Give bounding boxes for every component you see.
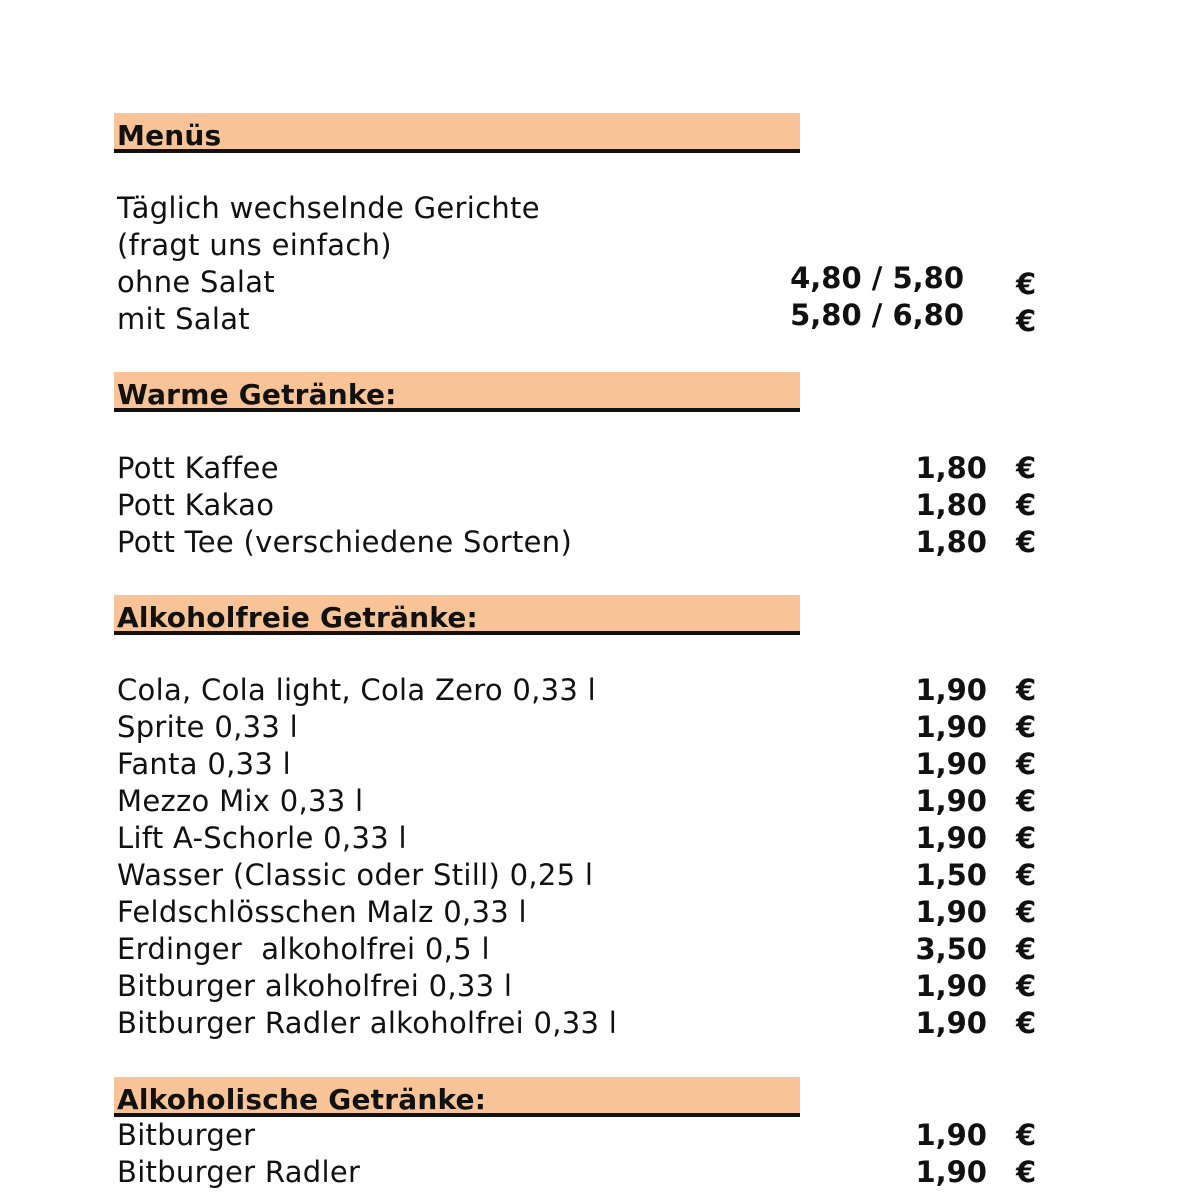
- menu-item-name: mit Salat: [117, 302, 250, 336]
- section-title: Menüs: [117, 119, 222, 152]
- menu-item-price: 1,90: [915, 1118, 987, 1152]
- euro-sign: €: [1016, 784, 1037, 818]
- menu-item-name: Feldschlösschen Malz 0,33 l: [117, 895, 527, 929]
- euro-sign: €: [1016, 858, 1037, 892]
- menu-item-price: 1,90: [915, 747, 987, 781]
- euro-sign: €: [1016, 821, 1037, 855]
- euro-sign: €: [1016, 1155, 1037, 1189]
- menu-item-name: Bitburger: [117, 1118, 256, 1152]
- menu-item-name: Bitburger Radler: [117, 1155, 361, 1189]
- menu-item-name: Wasser (Classic oder Still) 0,25 l: [117, 858, 594, 892]
- menu-item-price: 1,90: [915, 895, 987, 929]
- menu-item-name: Erdinger alkoholfrei 0,5 l: [117, 932, 490, 966]
- menu-intro-line: (fragt uns einfach): [117, 228, 392, 262]
- menu-item-price: 1,80: [915, 525, 987, 559]
- euro-sign: €: [1016, 895, 1037, 929]
- menu-item-name: Mezzo Mix 0,33 l: [117, 784, 364, 818]
- section-heading-warm-drinks: [114, 372, 800, 412]
- menu-item-name: Sprite 0,33 l: [117, 710, 298, 744]
- euro-sign: €: [1016, 267, 1037, 301]
- section-title: Warme Getränke:: [117, 378, 397, 411]
- menu-item-price: 1,90: [915, 710, 987, 744]
- menu-item-name: Pott Kakao: [117, 488, 275, 522]
- section-heading-menus: [114, 113, 800, 153]
- menu-intro-line: Täglich wechselnde Gerichte: [117, 191, 540, 225]
- menu-item-price: 4,80 / 5,80: [790, 261, 964, 295]
- euro-sign: €: [1016, 451, 1037, 485]
- euro-sign: €: [1016, 673, 1037, 707]
- menu-item-name: Fanta 0,33 l: [117, 747, 291, 781]
- menu-item-price: 1,90: [915, 1155, 987, 1189]
- euro-sign: €: [1016, 1118, 1037, 1152]
- section-title: Alkoholische Getränke:: [117, 1083, 487, 1116]
- menu-item-price: 1,90: [915, 1006, 987, 1040]
- menu-item-name: Bitburger alkoholfrei 0,33 l: [117, 969, 513, 1003]
- euro-sign: €: [1016, 747, 1037, 781]
- menu-item-price: 1,90: [915, 969, 987, 1003]
- section-heading-soft-drinks: [114, 595, 800, 635]
- menu-item-price: 1,90: [915, 784, 987, 818]
- menu-item-name: Pott Kaffee: [117, 451, 279, 485]
- euro-sign: €: [1016, 1006, 1037, 1040]
- section-title: Alkoholfreie Getränke:: [117, 601, 478, 634]
- euro-sign: €: [1016, 525, 1037, 559]
- menu-item-price: 1,80: [915, 488, 987, 522]
- menu-item-price: 1,50: [915, 858, 987, 892]
- euro-sign: €: [1016, 932, 1037, 966]
- menu-item-price: 1,80: [915, 451, 987, 485]
- menu-item-price: 1,90: [915, 673, 987, 707]
- euro-sign: €: [1016, 710, 1037, 744]
- euro-sign: €: [1016, 969, 1037, 1003]
- euro-sign: €: [1016, 304, 1037, 338]
- menu-item-name: Cola, Cola light, Cola Zero 0,33 l: [117, 673, 597, 707]
- euro-sign: €: [1016, 488, 1037, 522]
- menu-item-name: Lift A-Schorle 0,33 l: [117, 821, 407, 855]
- menu-item-name: Pott Tee (verschiedene Sorten): [117, 525, 573, 559]
- menu-item-name: Bitburger Radler alkoholfrei 0,33 l: [117, 1006, 618, 1040]
- menu-item-price: 5,80 / 6,80: [790, 298, 964, 332]
- menu-item-price: 1,90: [915, 821, 987, 855]
- menu-item-price: 3,50: [915, 932, 987, 966]
- section-heading-alcoholic-drinks: [114, 1077, 800, 1117]
- menu-item-name: ohne Salat: [117, 265, 275, 299]
